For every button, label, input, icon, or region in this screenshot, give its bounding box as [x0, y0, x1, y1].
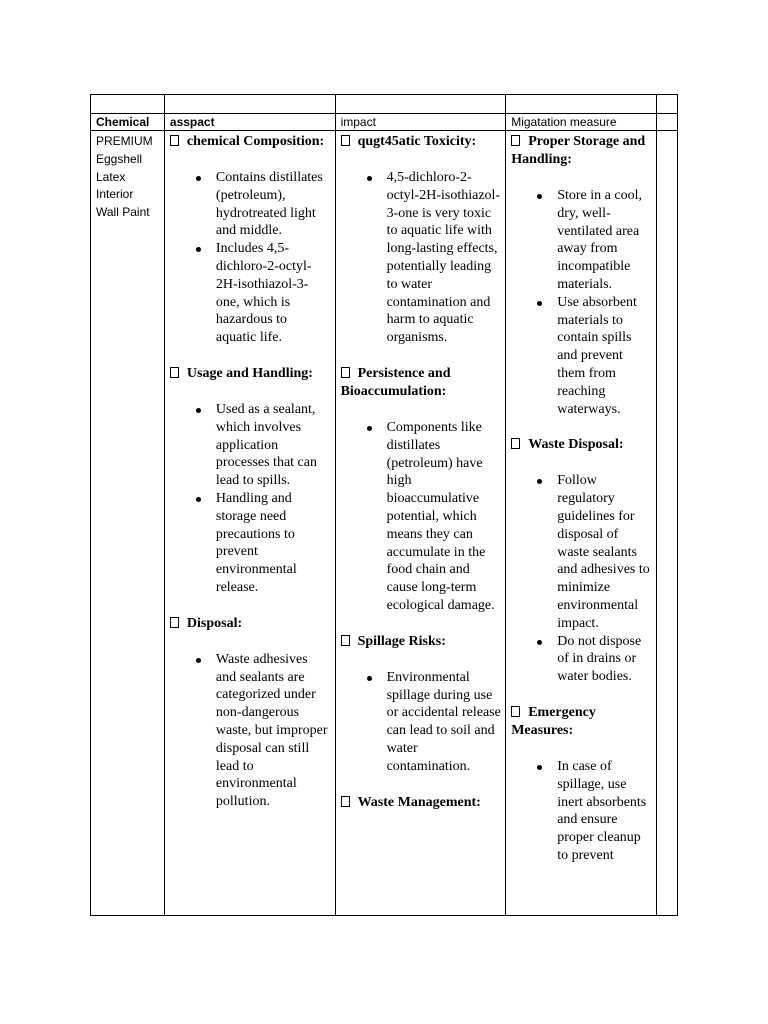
empty-cell [164, 95, 335, 114]
bullet-item: In case of spillage, use inert absorbents and ensure proper cleanup to prevent [557, 758, 652, 865]
header-empty [657, 114, 678, 131]
chemical-line: Interior [96, 187, 134, 202]
header-impact: impact [335, 114, 506, 131]
empty-cell [657, 131, 678, 916]
empty-cell [91, 95, 165, 114]
section-heading-text: Usage and Handling: [186, 365, 313, 381]
chemical-line: PREMIUM [96, 134, 153, 148]
checkbox-glyph-icon [341, 635, 350, 646]
bullet-list [341, 419, 502, 615]
checkbox-glyph-icon [170, 135, 179, 146]
bullet-item: Components like distillates (petroleum) have high bioaccumulative potential, which means they can accumulate in the food chain and cause long-term ecological damage. [387, 419, 502, 615]
section-heading [511, 133, 652, 169]
section-heading [341, 365, 502, 401]
bullet-list [341, 669, 502, 776]
header-mitigation: Migatation measure [506, 114, 657, 131]
header-aspect: asspact [164, 114, 335, 131]
section-heading [341, 133, 502, 151]
section-heading-text: Disposal: [186, 615, 243, 631]
body-row [91, 131, 678, 916]
bullet-list [511, 758, 652, 865]
checkbox-glyph-icon [341, 135, 350, 146]
chemical-impact-table [90, 94, 678, 916]
section-heading [170, 615, 331, 633]
section-heading-text: qugt45atic Toxicity: [357, 134, 477, 149]
section-heading [511, 436, 652, 454]
bullet-item: Do not dispose of in drains or water bodies. [557, 633, 652, 686]
empty-cell [657, 95, 678, 114]
checkbox-glyph-icon [341, 367, 350, 378]
chemical-line: Wall Paint [96, 205, 150, 220]
checkbox-glyph-icon [511, 135, 520, 146]
bullet-list [341, 169, 502, 347]
section-heading-text: Proper Storage and Handling: [511, 134, 646, 167]
section-heading [511, 704, 652, 740]
section-heading [170, 365, 331, 383]
chemical-name [96, 133, 160, 222]
section-heading-text: Waste Management: [357, 794, 481, 810]
section-heading [341, 794, 502, 812]
section-heading [341, 633, 502, 651]
section-heading-text: Emergency Measures: [511, 704, 596, 738]
bullet-item: Use absorbent materials to contain spills and prevent them from reaching waterways. [557, 294, 652, 419]
bullet-item: Contains distillates (petroleum), hydrotreated light and middle. [216, 169, 331, 240]
chemical-line: Latex [96, 169, 126, 184]
mitigation-cell [506, 131, 657, 916]
empty-cell [335, 95, 506, 114]
section-heading-text: Waste Disposal: [528, 437, 624, 453]
bullet-list [170, 401, 331, 597]
impact-cell [335, 131, 506, 916]
header-row [91, 114, 678, 131]
bullet-item: Follow regulatory guidelines for disposal of waste sealants and adhesives to minimize environmental impact. [557, 472, 652, 632]
bullet-item: Used as a sealant, which involves application processes that can lead to spills. [216, 401, 331, 490]
bullet-item: Environmental spillage during use or accidental release can lead to soil and water contamination. [386, 669, 501, 774]
checkbox-glyph-icon [170, 617, 179, 628]
bullet-item: Includes 4,5-dichloro-2-octyl-2H-isothiazol-3-one, which is hazardous to aquatic life. [216, 240, 331, 347]
bullet-list [170, 169, 331, 347]
bullet-item: 4,5-dichloro-2-octyl-2H-isothiazol-3-one is very toxic to aquatic life with long-lasting effects, potentially leading to water contamination and harm to aquatic organisms. [386, 170, 501, 346]
header-chemical: Chemical [91, 114, 165, 131]
section-heading [170, 133, 331, 151]
bullet-list [511, 472, 652, 686]
section-heading-text: chemical Composition: [186, 134, 325, 149]
checkbox-glyph-icon [511, 438, 520, 449]
bullet-item: Handling and storage need precautions to prevent environmental release. [216, 490, 331, 597]
chemical-line: Eggshell [96, 151, 143, 166]
bullet-list [170, 651, 331, 811]
checkbox-glyph-icon [170, 367, 179, 378]
bullet-item: Waste adhesives and sealants are categorized under non-dangerous waste, but improper disposal can still lead to environmental pollution. [216, 651, 331, 811]
empty-cell [506, 95, 657, 114]
checkbox-glyph-icon [341, 796, 350, 807]
bullet-list [511, 187, 652, 418]
section-heading-text: Persistence and Bioaccumulation: [340, 365, 451, 399]
chemical-cell [91, 131, 165, 916]
aspect-cell [164, 131, 335, 916]
empty-top-row [91, 95, 678, 114]
checkbox-glyph-icon [511, 706, 520, 717]
bullet-item: Store in a cool, dry, well-ventilated area away from incompatible materials. [557, 187, 652, 294]
section-heading-text: Spillage Risks: [357, 633, 446, 649]
